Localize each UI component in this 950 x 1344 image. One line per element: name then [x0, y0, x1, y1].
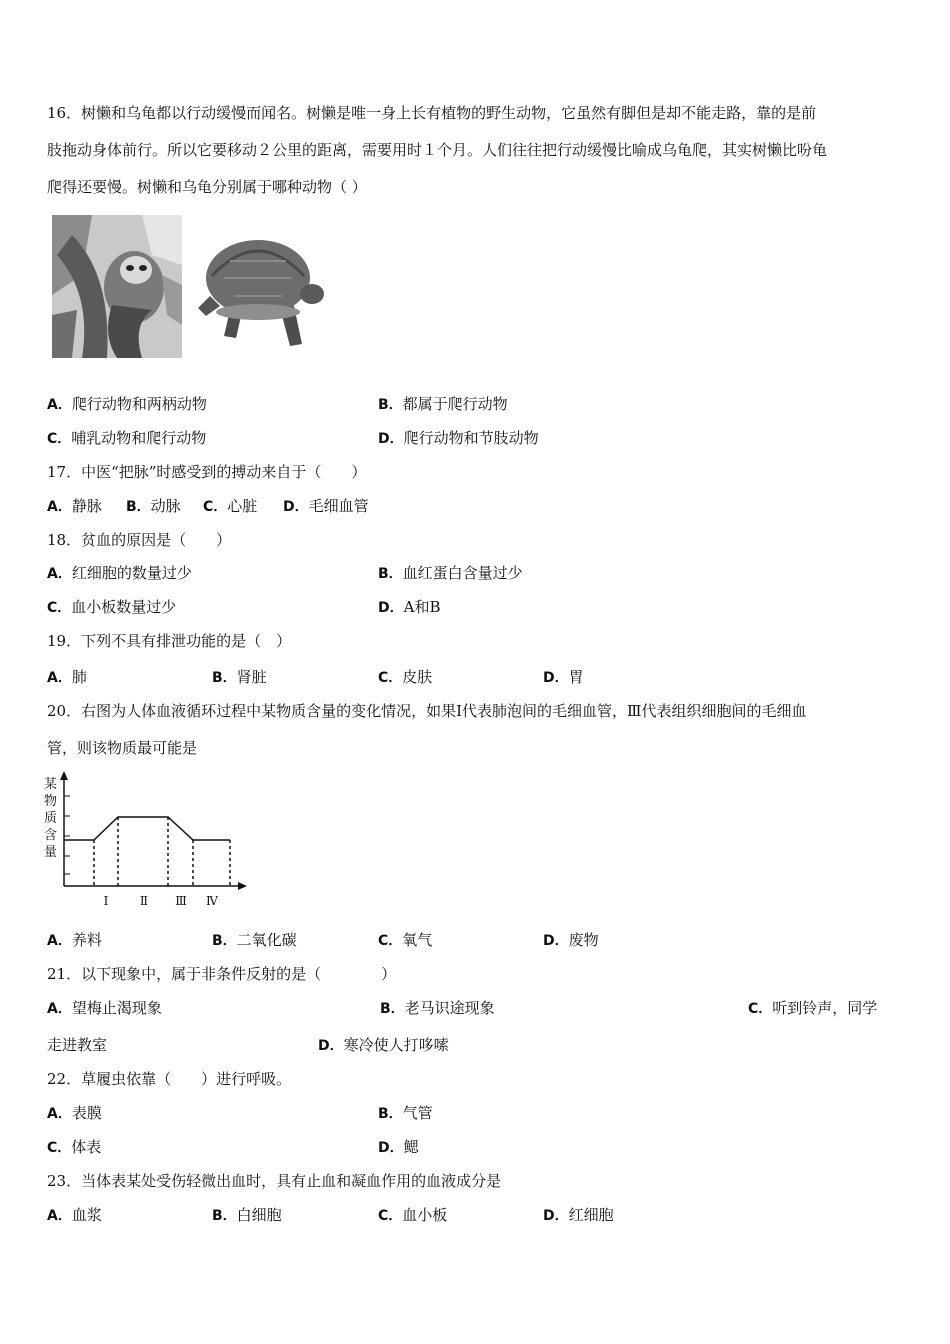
sloth-photo	[52, 215, 182, 358]
q23-option-d[interactable]: D．红细胞	[543, 1206, 614, 1224]
q23-option-a[interactable]: A．血浆	[47, 1206, 102, 1224]
q21-option-b[interactable]: B．老马识途现象	[380, 999, 495, 1017]
q21-option-d[interactable]: D．寒冷使人打哆嗦	[318, 1036, 449, 1054]
q19-option-a[interactable]: A．肺	[47, 668, 87, 686]
q20-tick-2: Ⅱ	[139, 894, 149, 908]
q22-option-c[interactable]: C．体表	[47, 1138, 102, 1156]
q21-option-c-continuation: 走进教室	[47, 1036, 108, 1054]
q19-option-c[interactable]: C．皮肤	[378, 668, 433, 686]
q23-stem: 23．当体表某处受伤轻微出血时，具有止血和凝血作用的血液成分是	[47, 1172, 502, 1190]
q20-option-a[interactable]: A．养料	[47, 931, 102, 949]
q20-tick-1: Ⅰ	[103, 894, 109, 908]
q20-chart	[40, 768, 255, 910]
q20-stem-line2: 管，则该物质最可能是	[47, 739, 198, 757]
q16-option-d[interactable]: D．爬行动物和节肢动物	[378, 429, 539, 447]
q20-tick-4: Ⅳ	[206, 894, 218, 908]
q20-ylabel-char-1: 某	[44, 777, 58, 792]
q22-option-d[interactable]: D．鳃	[378, 1138, 419, 1156]
q20-option-b[interactable]: B．二氧化碳	[212, 931, 297, 949]
q20-y-arrow	[60, 771, 68, 780]
q18-option-d[interactable]: D．A和B	[378, 598, 441, 616]
turtle-photo	[190, 216, 326, 356]
q21-option-a[interactable]: A．望梅止渴现象	[47, 999, 162, 1017]
q18-option-b[interactable]: B．血红蛋白含量过少	[378, 564, 523, 582]
q20-ylabel-char-3: 质	[44, 811, 58, 826]
q19-option-d[interactable]: D．胃	[543, 668, 584, 686]
q16-stem-line2: 肢拖动身体前行。所以它要移动２公里的距离，需要用时１个月。人们往往把行动缓慢比喻成乌龟爬，其实树懒比吩龟	[47, 141, 828, 159]
q16-option-c[interactable]: C．哺乳动物和爬行动物	[47, 429, 207, 447]
q18-stem: 18．贫血的原因是（ ）	[47, 531, 232, 549]
q21-stem: 21．以下现象中，属于非条件反射的是（ ）	[47, 965, 397, 983]
q17-option-c[interactable]: C．心脏	[203, 497, 258, 515]
q19-stem: 19．下列不具有排泄功能的是（ ）	[47, 632, 292, 650]
q16-stem-line1: 16．树懒和乌龟都以行动缓慢而闻名。树懒是唯一身上长有植物的野生动物，它虽然有脚但是却不能走路，靠的是前	[47, 104, 817, 122]
q20-ylabel-char-4: 含	[44, 828, 58, 843]
q20-x-arrow	[238, 882, 247, 890]
q17-option-d[interactable]: D．毛细血管	[283, 497, 369, 515]
q22-option-a[interactable]: A．表膜	[47, 1104, 102, 1122]
q20-option-c[interactable]: C．氧气	[378, 931, 433, 949]
q20-stem-line1: 20．右图为人体血液循环过程中某物质含量的变化情况，如果Ⅰ代表肺泡间的毛细血管，Ⅲ代表组织细胞间的毛细血	[47, 702, 807, 720]
q22-option-b[interactable]: B．气管	[378, 1104, 433, 1122]
q17-option-b[interactable]: B．动脉	[126, 497, 181, 515]
q18-option-a[interactable]: A．红细胞的数量过少	[47, 564, 192, 582]
q19-option-b[interactable]: B．肾脏	[212, 668, 267, 686]
q20-curve	[64, 817, 230, 840]
q16-option-a[interactable]: A．爬行动物和两柄动物	[47, 395, 207, 413]
q16-option-b[interactable]: B．都属于爬行动物	[378, 395, 508, 413]
q16-stem-line3: 爬得还要慢。树懒和乌龟分别属于哪种动物（ ）	[47, 178, 367, 196]
q23-option-b[interactable]: B．白细胞	[212, 1206, 282, 1224]
q17-stem: 17．中医“把脉”时感受到的搏动来自于（ ）	[47, 463, 367, 481]
q20-ylabel-char-5: 量	[44, 845, 58, 860]
q17-option-a[interactable]: A．静脉	[47, 497, 102, 515]
q20-option-d[interactable]: D．废物	[543, 931, 599, 949]
q20-ylabel-char-2: 物	[44, 794, 58, 809]
q22-stem: 22．草履虫依靠（ ）进行呼吸。	[47, 1070, 292, 1088]
q18-option-c[interactable]: C．血小板数量过少	[47, 598, 177, 616]
q20-tick-3: Ⅲ	[175, 894, 187, 908]
q23-option-c[interactable]: C．血小板	[378, 1206, 448, 1224]
q21-option-c[interactable]: C．听到铃声，同学	[748, 999, 878, 1017]
